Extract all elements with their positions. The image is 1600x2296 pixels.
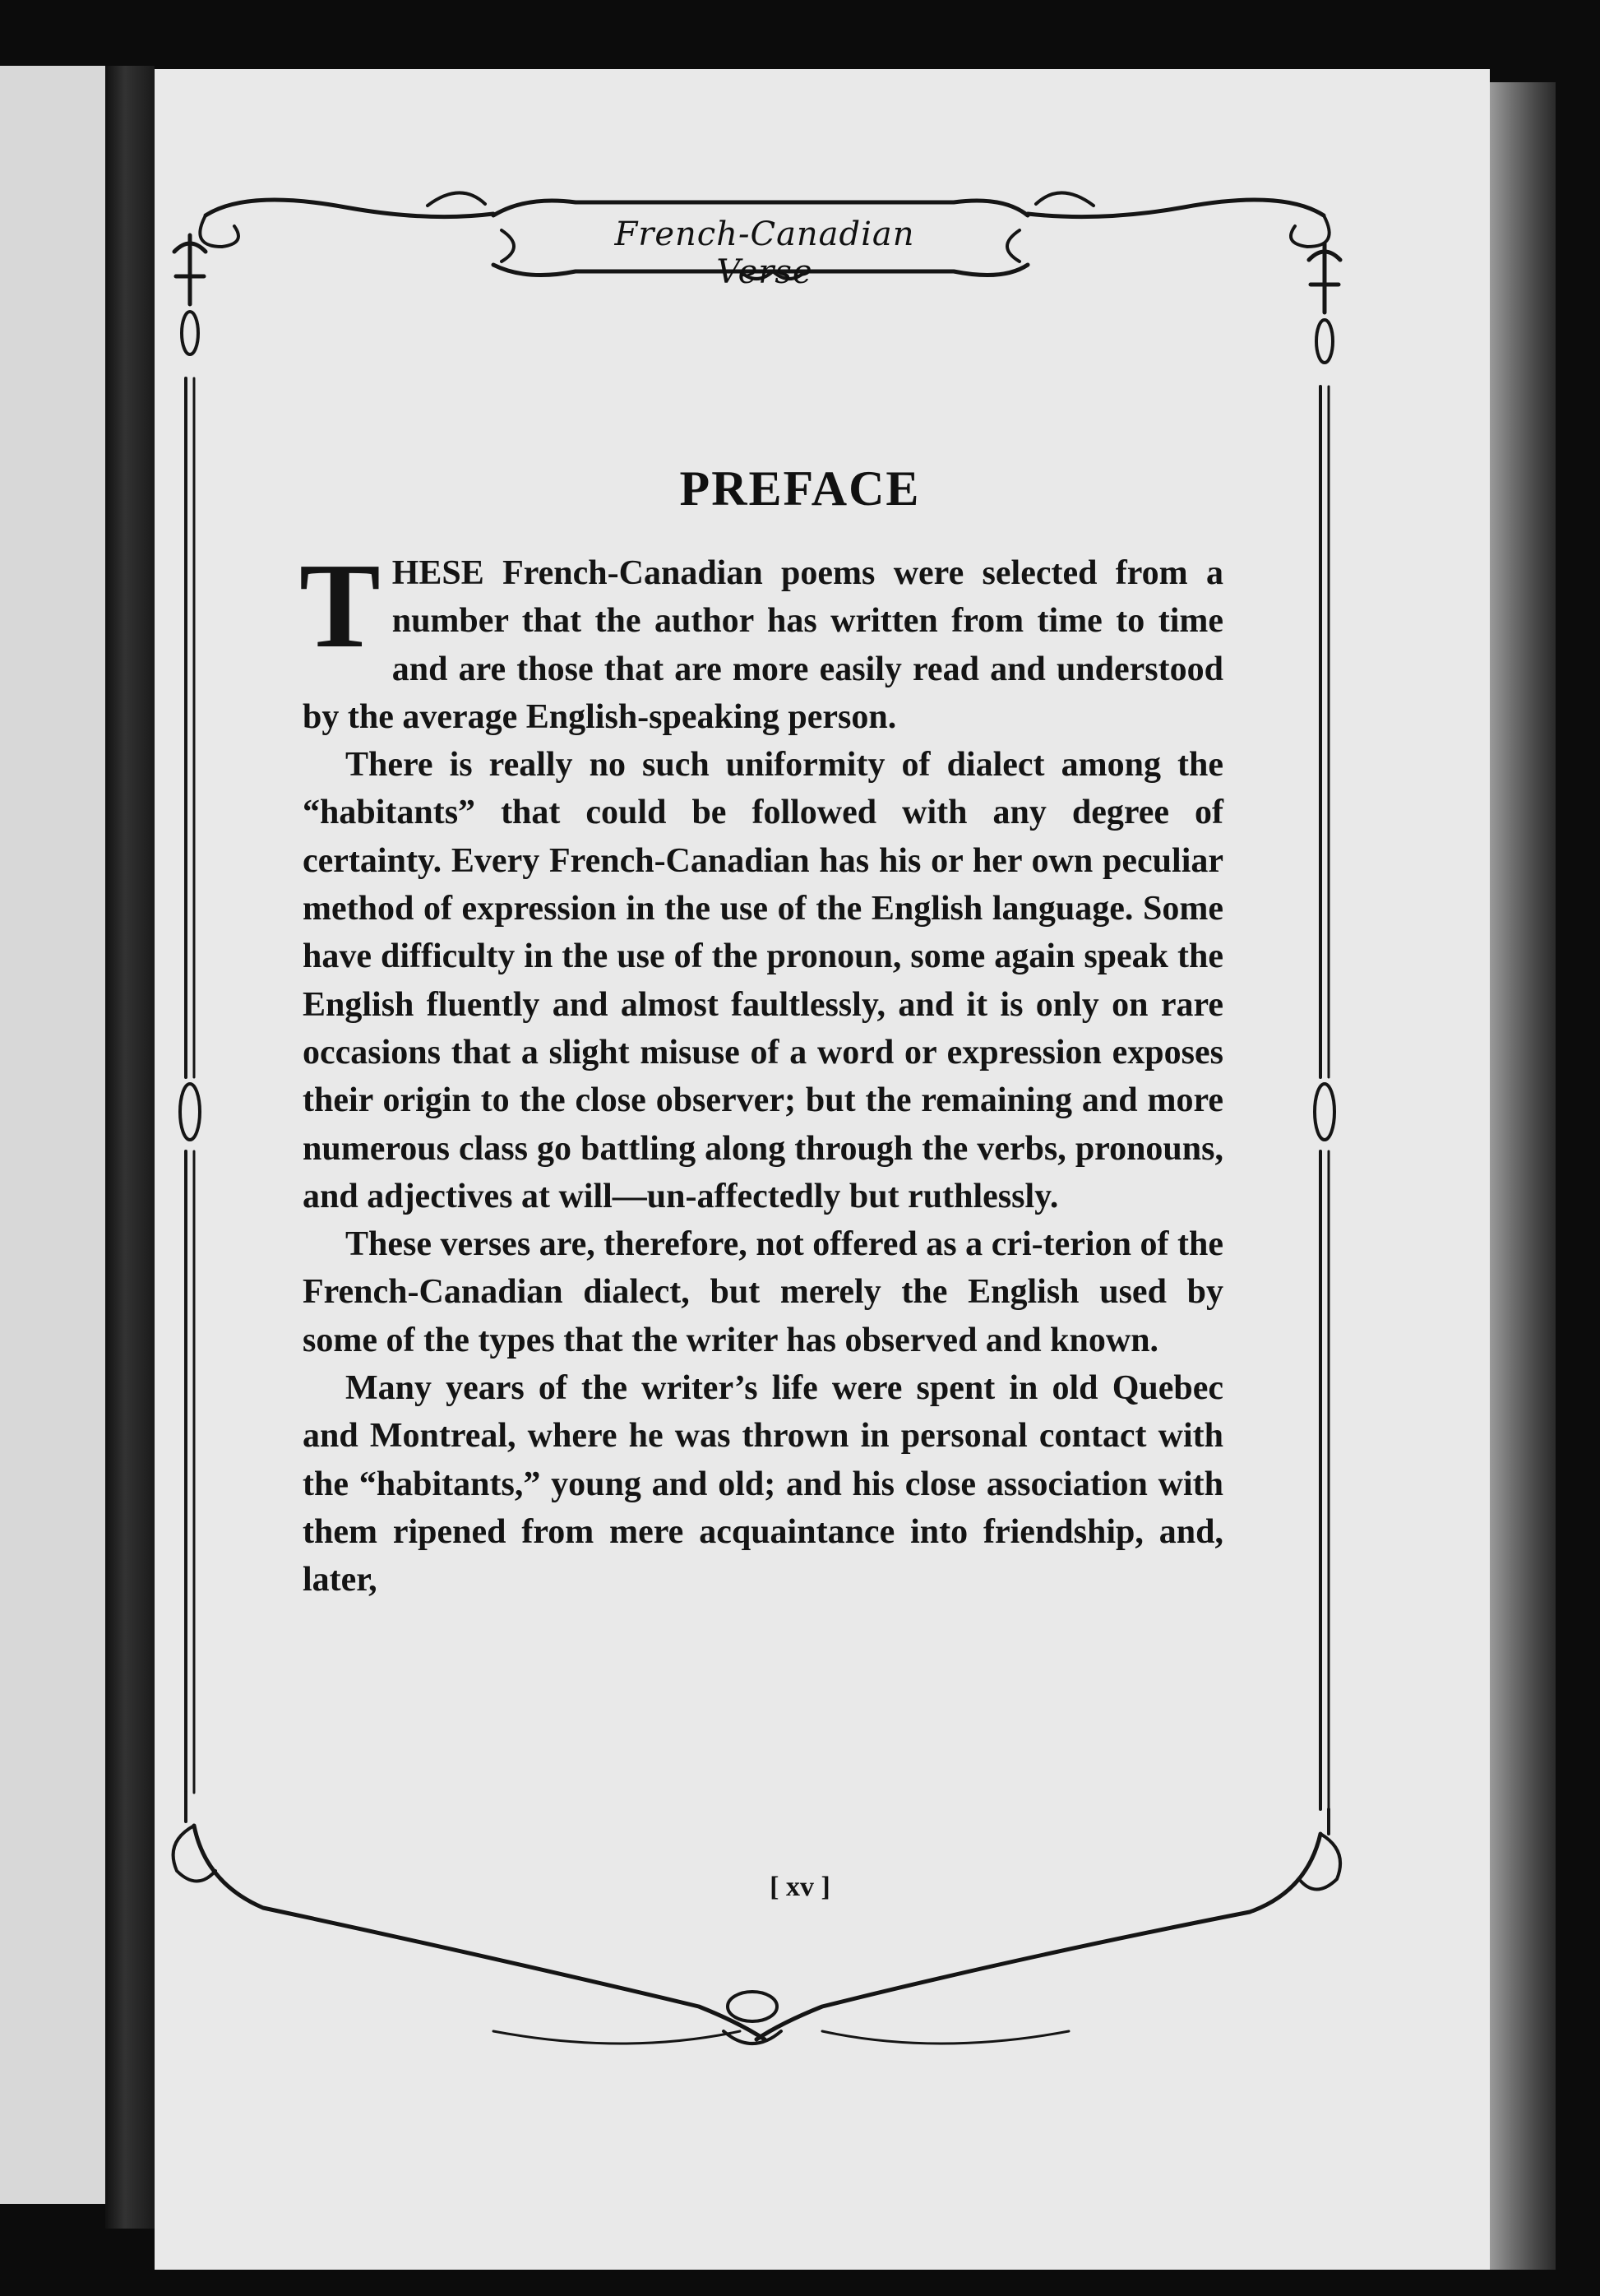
page-title: PREFACE xyxy=(679,461,921,516)
page-number: [ xv ] xyxy=(770,1872,830,1902)
paragraph: These verses are, therefore, not offered as a cri-terion of the French-Canadian dialect, but merely the English used by some of the types that the writer has observed and known. xyxy=(303,1225,1223,1359)
paragraph: There is really no such uniformity of dialect among the “habitants” that could be followed with any degree of certainty. Every French-Canadian has his or her own peculiar method of expression in the use of the English language. Some have difficulty in the use of the pronoun, some again speak the English fluently and almost faultlessly, and it is only on rare occasions that a slight misuse of a word or expression exposes their origin to the close observer; but the remaining and more numerous class go battling along through the verbs, pronouns, and adjectives at will—un-affectedly but ruthlessly. xyxy=(303,746,1223,1215)
paragraph-text: HESE French-Canadian poems were selected from a number that the author has written from time to time and are those that are more easily read and understood by the average English-speaking person. xyxy=(303,554,1223,736)
paragraph xyxy=(299,539,1223,741)
preface-body xyxy=(299,539,1223,1604)
running-header: French-Canadian Verse xyxy=(614,215,915,291)
paragraph: Many years of the writer’s life were spent in old Quebec and Montreal, where he was thrown in personal contact with the “habitants,” young and old; and his close association with them ripened from mere acquaintance into friendship, and, later, xyxy=(303,1369,1223,1599)
drop-cap: T xyxy=(299,539,381,674)
